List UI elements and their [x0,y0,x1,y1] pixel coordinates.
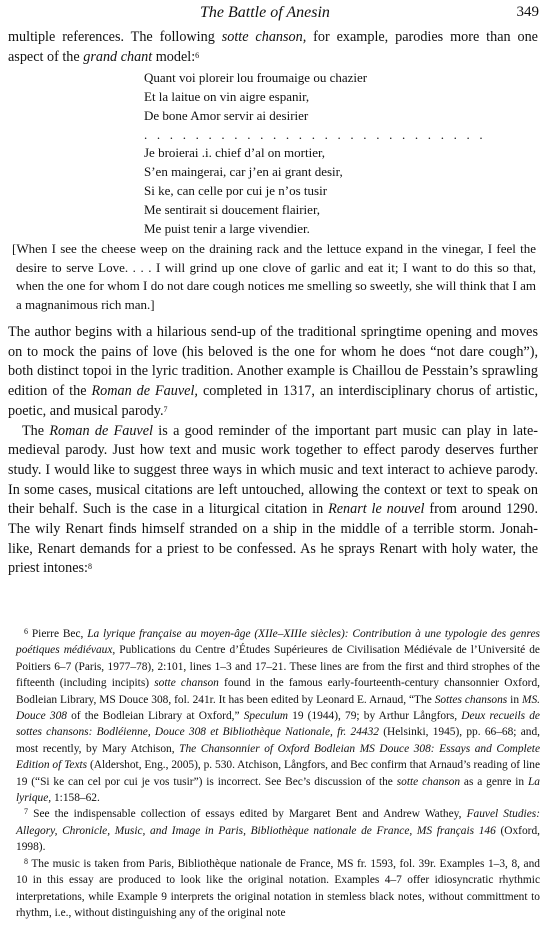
footnote-6: $^6$ Pierre Bec, La lyrique française au moyen-âge (XIIe–XIIIe siècles): Contribution à une typologie des genres poétiques médiévaux, Publications du Centre d’Études Supérieures de Civilisation Médiévale de l’Université de Poitiers 6–7 (Paris, 1977–78), 2:101, lines 1–3 and 17–21. These lines are from the first and third strophes of the fifteenth (including incipits) sotte chanson found in the famous early-fourteenth-century chansonnier Oxford, Bodleian Library, MS Douce 308, fol. 241r. It has been edited by Leonard E. Arnaud, “The Sottes chansons in MS. Douce 308 of the Bodleian Library at Oxford,” Speculum 19 (1944), 79; by Arthur Långfors, Deux recueils de sottes chansons: Bodléienne, Douce 308 et Bibliothèque Nationale, fr. 24432 (Helsinki, 1945), pp. 66–68; and, most recently, by Mary Atchison, The Chansonnier of Oxford Bodleian MS Douce 308: Essays and Complete Edition of Texts (Aldershot, Eng., 2005), p. 530. Atchison, Långfors, and Bec confirm that Arnaud’s reading of line 19 (“Si ke can cel por cui je vos tusir”) is incorrect. See Bec’s discussion of the sotte chanson as a genre in La lyrique, 1:158–62. [16,627,541,805]
footnote-ref: 6 [195,50,200,60]
poem-line: Et la laitue on vin aigre espanir, [144,88,310,104]
footnote-ref: 8 [88,562,92,572]
footnote-8: $^8$ The music is taken from Paris, Bibliothèque nationale de France, MS fr. 1593, fol. 39r. Examples 1–3, 8, and 10 in this essay are produced to look like the original notation. Examples 4–7 offer idiosyncratic rhythmic interpretations, while Example 9 interprets the original notation in stemless black notes, without committment to rhythm, i.e., without distinguishing any of the original note [16,856,540,919]
running-title: The Battle of Anesin [200,4,330,21]
poem-line: Me puist tenir a large vivendier. [144,220,310,236]
work-title: sotte chanson, [221,29,307,45]
page-number: 349 [516,4,539,20]
work-title: grand chant [83,48,153,65]
translation: [When I see the cheese weep on the draining rack and the lettuce expand in the vinegar, I feel the desire to serve Love. . . . I will grind up one clove of garlic and eat it; I want to do this so that, when the one for whom I do not dare cough notices me smelling so sweetly, she will think that I am a magnanimous rich man.] [12,241,536,313]
paragraph: The author begins with a hilarious send-up of the traditional springtime opening and moves on to mock the pains of love (his beloved is the one for whom he does “not dare cough”), both distinct topoi in the lyric tradition. Another example is Chaillou de Pesstain’s sprawling edition of the Roman de Fauvel, completed in 1317, an interdisciplinary chorus of artistic, poetic, and musical parody.$^7$ [8,324,538,419]
poem-line: Si ke, can celle por cui je n’os tusir [144,182,328,198]
footnotes [16,626,540,921]
poem-line: Je broierai .i. chief d’al on mortier, [144,145,326,161]
poem-line: De bone Amor servir ai desirier [144,107,309,123]
paragraph: The Roman de Fauvel is a good reminder of the important part music can play in late-medieval parody. Just how text and music work together to effect parody deserves further study. I would like to suggest three ways in which music and text interact to achieve parody. In some cases, musical citations are left untouched, allowing the context or text to speak on their behalf. Such is the case in a liturgical citation in Renart le nouvel from around 1290. The wily Renart finds himself stranded on a ship in the middle of a terrible storm. Jonah-like, Renart demands for a priest to be confessed. As he sprays Renart with holy water, the priest intones:$^8$ [8,422,539,577]
poem-line: Quant voi ploreir lou froumaige ou chazier [144,70,368,85]
footnote-ref: 7 [163,404,168,414]
work-title: Roman de Fauvel, [91,383,198,400]
page-header [0,4,547,24]
poem-line: Me sentirait si doucement flairier, [144,201,321,217]
intro-paragraph: multiple references. The following sotte chanson, for example, parodies more than one aspect of the grand chant model:$^6$ [8,29,538,65]
poem-quotation [144,69,486,238]
footnote-7: $^7$ See the indispensable collection of essays edited by Margaret Bent and Andrew Wathey, Fauvel Studies: Allegory, Chronicle, Music, and Image in Paris, Bibliothèque nationale de France, MS français 146 (Oxford, 1998). [16,807,540,854]
main-text [8,323,538,579]
poem-line: S’en maingerai, car j’en ai grant desir, [144,164,343,180]
work-title: Roman de Fauvel [49,422,153,439]
work-title: Renart le nouvel [328,501,425,518]
ellipsis-line: . . . . . . . . . . . . . . . . . . . . . . . . . . . [144,127,486,143]
